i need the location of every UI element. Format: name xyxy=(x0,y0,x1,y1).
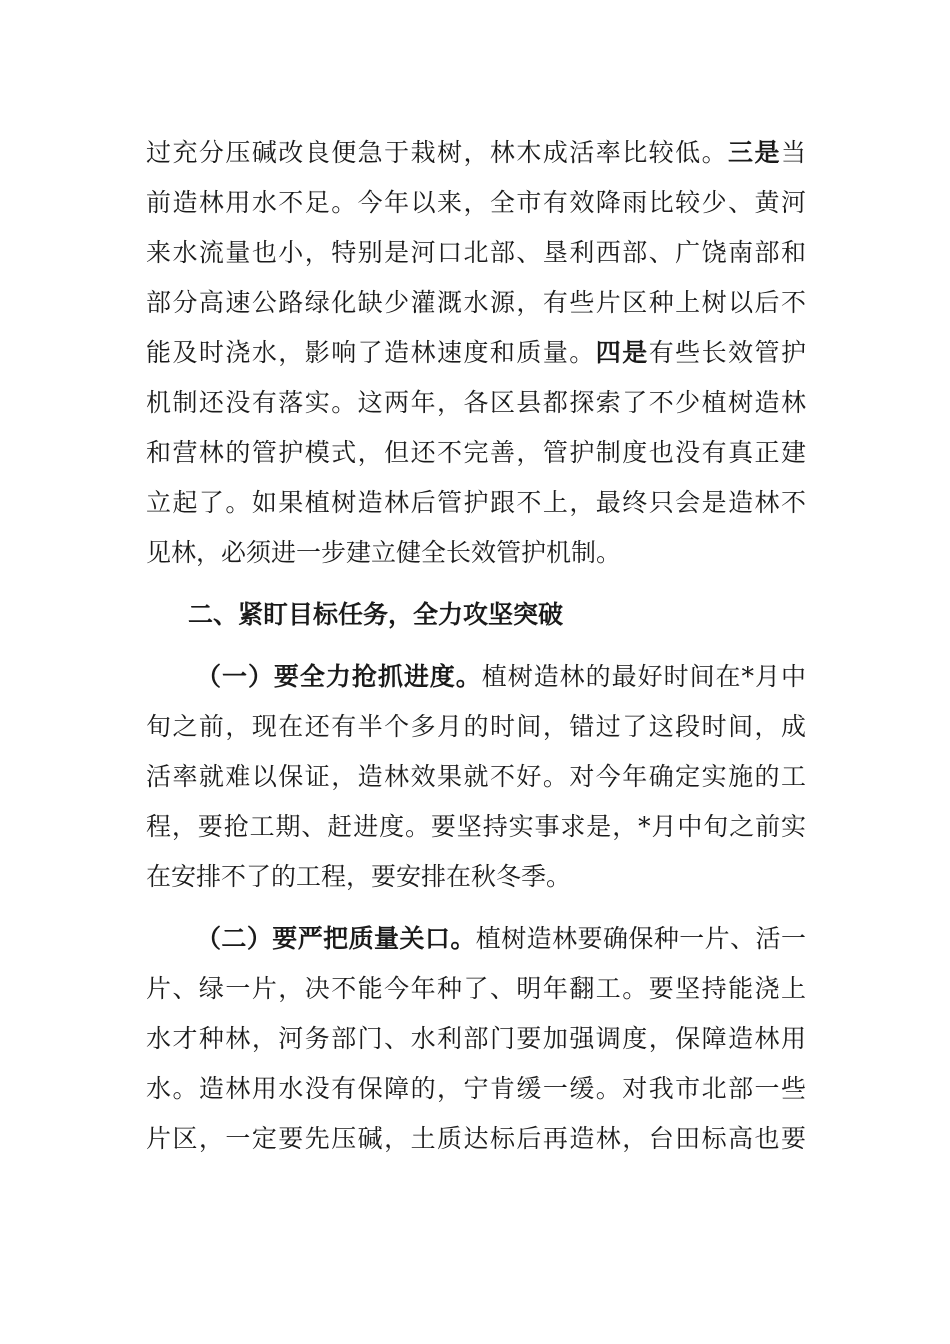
text-run: 当 xyxy=(780,138,806,167)
text-run: 有些长效管护 xyxy=(648,338,806,367)
paragraph-line: 立起了。如果植树造林后管护跟不上，最终只会是造林不 xyxy=(146,488,806,517)
text-run: 过充分压碱改良便急于栽树，林木成活率比较低。 xyxy=(146,138,729,167)
paragraph-line: 部分高速公路绿化缺少灌溉水源，有些片区种上树以后不 xyxy=(146,288,806,317)
paragraph-line xyxy=(146,652,806,702)
paragraph-line: 前造林用水不足。今年以来，全市有效降雨比较少、黄河 xyxy=(146,188,806,217)
text-run: 能及时浇水，影响了造林速度和质量。 xyxy=(146,338,596,367)
bold-keyword: 三是 xyxy=(728,138,781,167)
paragraph-line: 在安排不了的工程，要安排在秋冬季。 xyxy=(146,862,572,891)
paragraph-line: 片区，一定要先压碱，土质达标后再造林，台田标高也要 xyxy=(146,1124,806,1153)
paragraph-line: 水。造林用水没有保障的，宁肯缓一缓。对我市北部一些 xyxy=(146,1074,806,1103)
paragraph-line: 活率就难以保证，造林效果就不好。对今年确定实施的工 xyxy=(146,762,806,791)
document-page xyxy=(146,128,806,1164)
paragraph-line: 旬之前，现在还有半个多月的时间，错过了这段时间，成 xyxy=(146,712,806,741)
paragraph-line: 和营林的管护模式，但还不完善，管护制度也没有真正建 xyxy=(146,438,806,467)
paragraph-line: 机制还没有落实。这两年，各区县都探索了不少植树造林 xyxy=(146,388,806,417)
paragraph-line: 片、绿一片，决不能今年种了、明年翻工。要坚持能浇上 xyxy=(146,974,806,1003)
text-run: 植树造林要确保种一片、活一 xyxy=(475,924,806,953)
paragraph-line: 程，要抢工期、赶进度。要坚持实事求是，*月中旬之前实 xyxy=(146,812,806,841)
paragraph-line xyxy=(146,914,806,964)
paragraph-line: 来水流量也小，特别是河口北部、垦利西部、广饶南部和 xyxy=(146,238,806,267)
subsection-title: （一）要全力抢抓进度。 xyxy=(196,662,482,691)
paragraph-line xyxy=(146,128,806,178)
paragraph-line: 见林，必须进一步建立健全长效管护机制。 xyxy=(146,538,622,567)
bold-keyword: 四是 xyxy=(595,338,649,367)
paragraph-line: 水才种林，河务部门、水利部门要加强调度，保障造林用 xyxy=(146,1024,806,1053)
subsection-title: （二）要严把质量关口。 xyxy=(196,924,476,953)
paragraph-line xyxy=(146,328,806,378)
text-run: 植树造林的最好时间在*月中 xyxy=(481,662,806,691)
section-heading: 二、紧盯目标任务，全力攻坚突破 xyxy=(188,600,564,629)
